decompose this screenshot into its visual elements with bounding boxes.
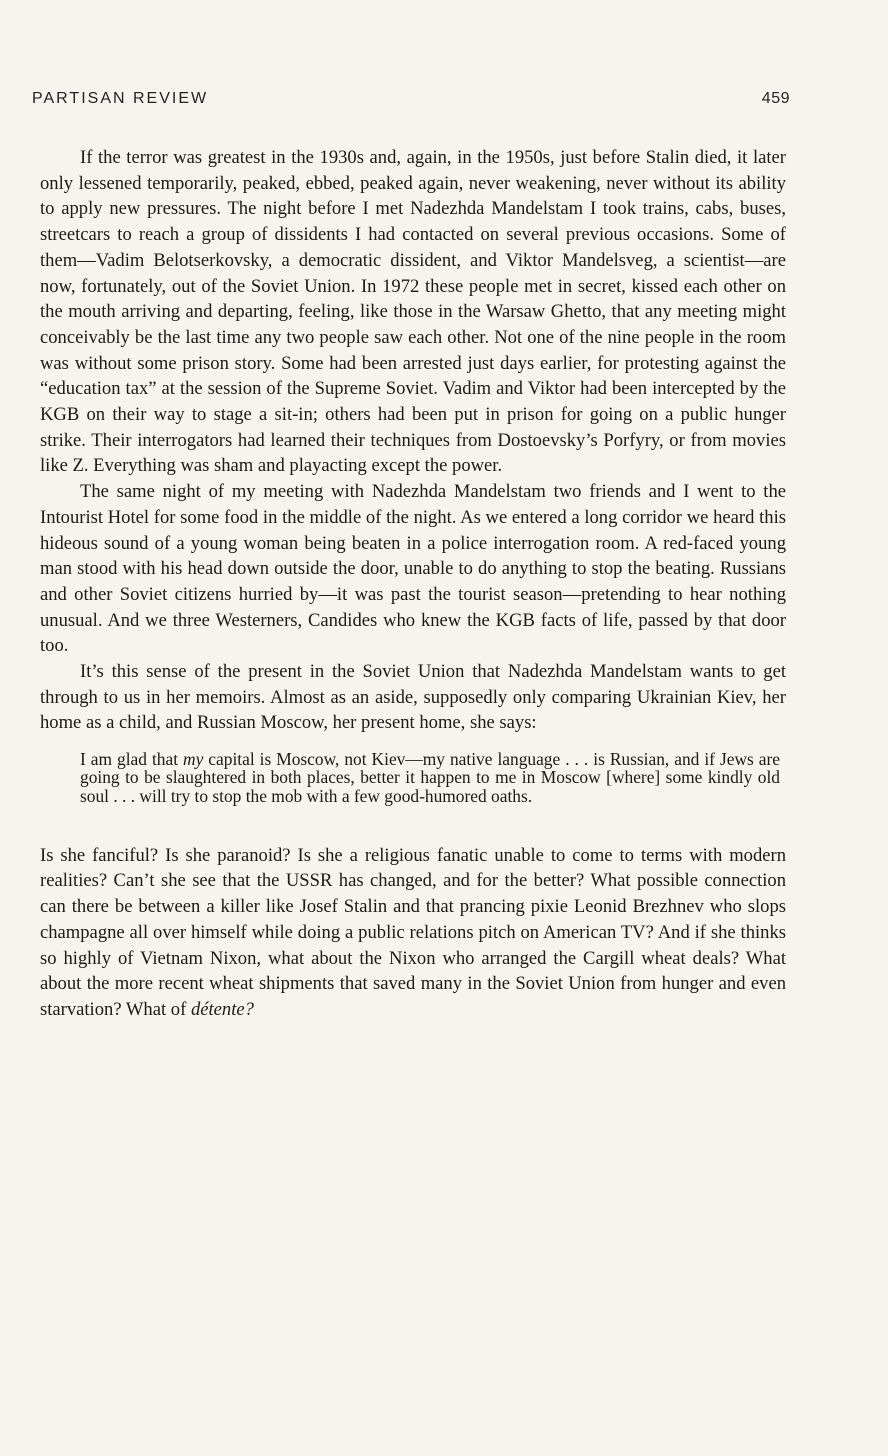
running-head bbox=[32, 90, 790, 108]
closing-italic-word: détente? bbox=[190, 999, 254, 1020]
quote-text-end: capital is Moscow, not Kiev—my native language . . . is Russian, and if Jews are going to be slaughtered in both places, better it happen to me in Moscow [where] some kindly old soul . . . will try to stop the mob with a few good-humored oaths. bbox=[80, 749, 780, 806]
quote-emphasis: my bbox=[183, 749, 204, 770]
body-paragraph-3: It’s this sense of the present in the Soviet Union that Nadezhda Mandelstam wants to get through to us in her memoirs. Almost as an aside, supposedly only comparing Ukrainian Kiev, her home as a child, and Russian Moscow, her present home, she says: bbox=[40, 661, 786, 734]
quote-text-start: I am glad that bbox=[80, 749, 184, 770]
page-number: 459 bbox=[761, 90, 790, 107]
body-paragraph-1: If the terror was greatest in the 1930s and, again, in the 1950s, just before Stalin died, it later only lessened temporarily, peaked, ebbed, peaked again, never weakening, never without its ability to apply new pressures. The night before I met Nadezhda Mandelstam I took trains, cabs, buses, streetcars to reach a group of dissidents I had contacted on several previous occasions. Some of them—Vadim Belotserkovsky, a democratic dissident, and Viktor Mandelsveg, a scientist—are now, fortunately, out of the Soviet Union. In 1972 these people met in secret, kissed each other on the mouth arriving and departing, feeling, like those in the Warsaw Ghetto, that any meeting might conceivably be the last time any two people saw each other. Not one of the nine people in the room was without some prison story. Some had been arrested just days earlier, for protesting against the “education tax” at the session of the Supreme Soviet. Vadim and Viktor had been intercepted by the KGB on their way to stage a sit-in; others had been put in prison for going on a public hunger strike. Their interrogators had learned their techniques from Dostoevsky’s Porfyry, or from movies like Z. Everything was sham and playacting except the power. bbox=[40, 147, 786, 477]
journal-title: PARTISAN REVIEW bbox=[32, 90, 209, 107]
article-body bbox=[40, 145, 786, 1023]
memoir-quotation bbox=[80, 750, 780, 805]
closing-paragraph bbox=[40, 843, 786, 1023]
body-paragraph-2: The same night of my meeting with Nadezhda Mandelstam two friends and I went to the Intourist Hotel for some food in the middle of the night. As we entered a long corridor we heard this hideous sound of a young woman being beaten in a police interrogation room. A red-faced young man stood with his head down outside the door, unable to do anything to stop the beating. Russians and other Soviet citizens hurried by—it was past the tourist season—pretending to hear nothing unusual. And we three Westerners, Candides who knew the KGB facts of life, passed by that door too. bbox=[40, 481, 786, 657]
closing-paragraph-text: Is she fanciful? Is she paranoid? Is she a religious fanatic unable to come to terms with modern realities? Can’t she see that the USSR has changed, and for the better? What possible connection can there be between a killer like Josef Stalin and that prancing pixie Leonid Brezhnev who slops champagne all over himself while doing a public relations pitch on American TV? And if she thinks so highly of Vietnam Nixon, what about the Nixon who arranged the Cargill wheat deals? What about the more recent wheat shipments that saved many in the Soviet Union from hunger and even starvation? What of bbox=[40, 844, 786, 1020]
